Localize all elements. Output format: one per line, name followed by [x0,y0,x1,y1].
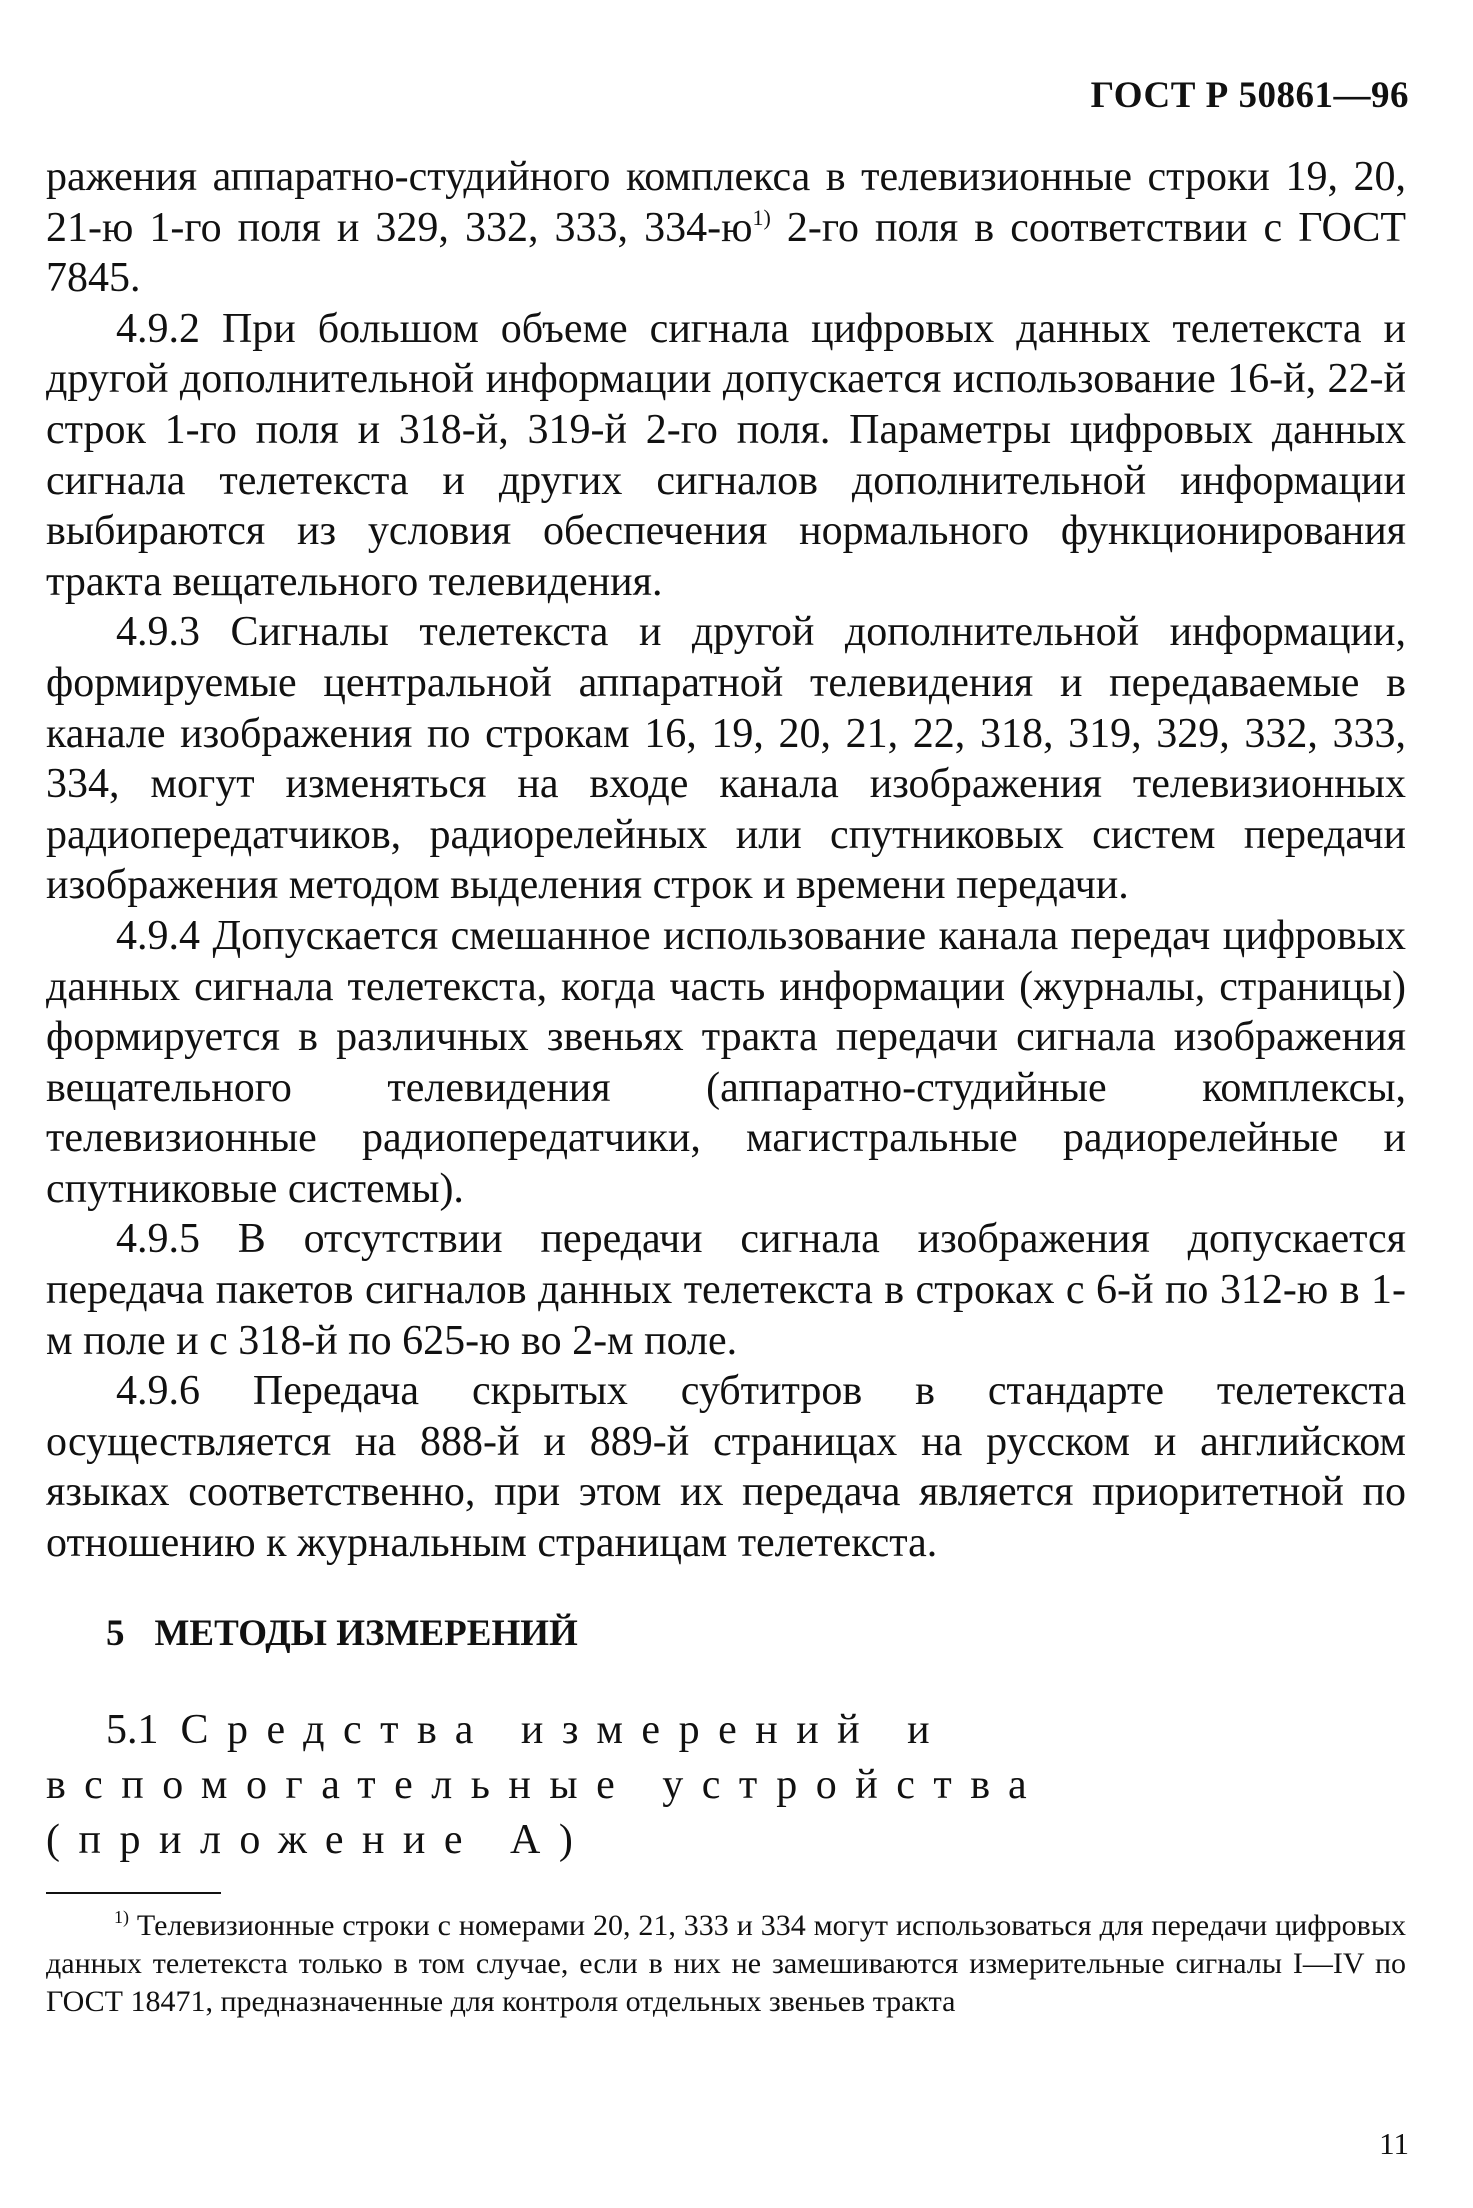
footnote-reference: 1) [752,204,771,230]
footnote-marker: 1) [114,1907,129,1927]
subsection-heading [46,1703,1406,1868]
footnote-text: Телевизионные строки с номерами 20, 21, 333 и 334 могут использоваться для передачи цифровых данных телетекста только в том случае, если в них не замешиваются измерительные сигналы I—IV по ГОСТ 18471, предназначенные для контроля отдельных звеньев тракта [46,1909,1406,2018]
body-text [46,152,1406,1569]
footnote-divider [46,1892,221,1894]
paragraph-4-9-4: 4.9.4 Допускается смешанное использование канала передач цифровых данных сигнала телетекста, когда часть информации (журналы, страницы) формируется в различных звеньях тракта передачи сигнала изображения вещательного телевидения (аппаратно-студийные комплексы, телевизионные радиопередатчики, магистральные радиорелейные и спутниковые системы). [46,912,1406,1212]
paragraph-4-9-5: 4.9.5 В отсутствии передачи сигнала изображения допускается передача пакетов сигналов данных телетекста в строках с 6-й по 312-ю в 1-м поле и с 318-й по 625-ю во 2-м поле. [46,1216,1406,1364]
continuation-text-start: ражения аппаратно-студийного комплекса в телевизионные строки 19, 20, 21-ю 1-го поля и 329, 332, 333, 334-ю [46,154,1406,251]
paragraph-4-9-6: 4.9.6 Передача скрытых субтитров в стандарте телетекста осуществляется на 888-й и 889-й страницах на русском и английском языках соответственно, при этом их передача является приоритетной по отношению к журнальным страницам телетекста. [46,1368,1406,1567]
continuation-text-end: 2-го поля в соответствии с ГОСТ 7845. [46,204,1407,302]
section-title: МЕТОДЫ ИЗМЕРЕНИЙ [154,1613,578,1654]
section-number: 5 [106,1613,125,1654]
subsection-number: 5.1 [106,1707,159,1753]
section-heading [106,1612,578,1655]
paragraph-continuation [46,152,1406,304]
footnote [46,1907,1406,2021]
document-header: ГОСТ Р 50861—96 [1090,75,1409,116]
paragraph-4-9-2: 4.9.2 При большом объеме сигнала цифровых данных телетекста и другой дополнительной информации допускается использование 16-й, 22-й строк 1-го поля и 318-й, 319-й 2-го поля. Параметры цифровых данных сигнала телетекста и других сигналов дополнительной информации выбираются из условия обеспечения нормального функционирования тракта вещательного телевидения. [46,305,1406,605]
subsection-title: Средства измерений и вспомогательные устройства (приложение А) [46,1707,1046,1863]
paragraph-4-9-3: 4.9.3 Сигналы телетекста и другой дополнительной информации, формируемые центральной аппаратной телевидения и передаваемые в канале изображения по строкам 16, 19, 20, 21, 22, 318, 319, 329, 332, 333, 334, могут изменяться на входе канала изображения телевизионных радиопередатчиков, радиорелейных или спутниковых систем передачи изображения методом выделения строк и времени передачи. [46,609,1406,909]
page-number: 11 [1379,2126,1409,2161]
